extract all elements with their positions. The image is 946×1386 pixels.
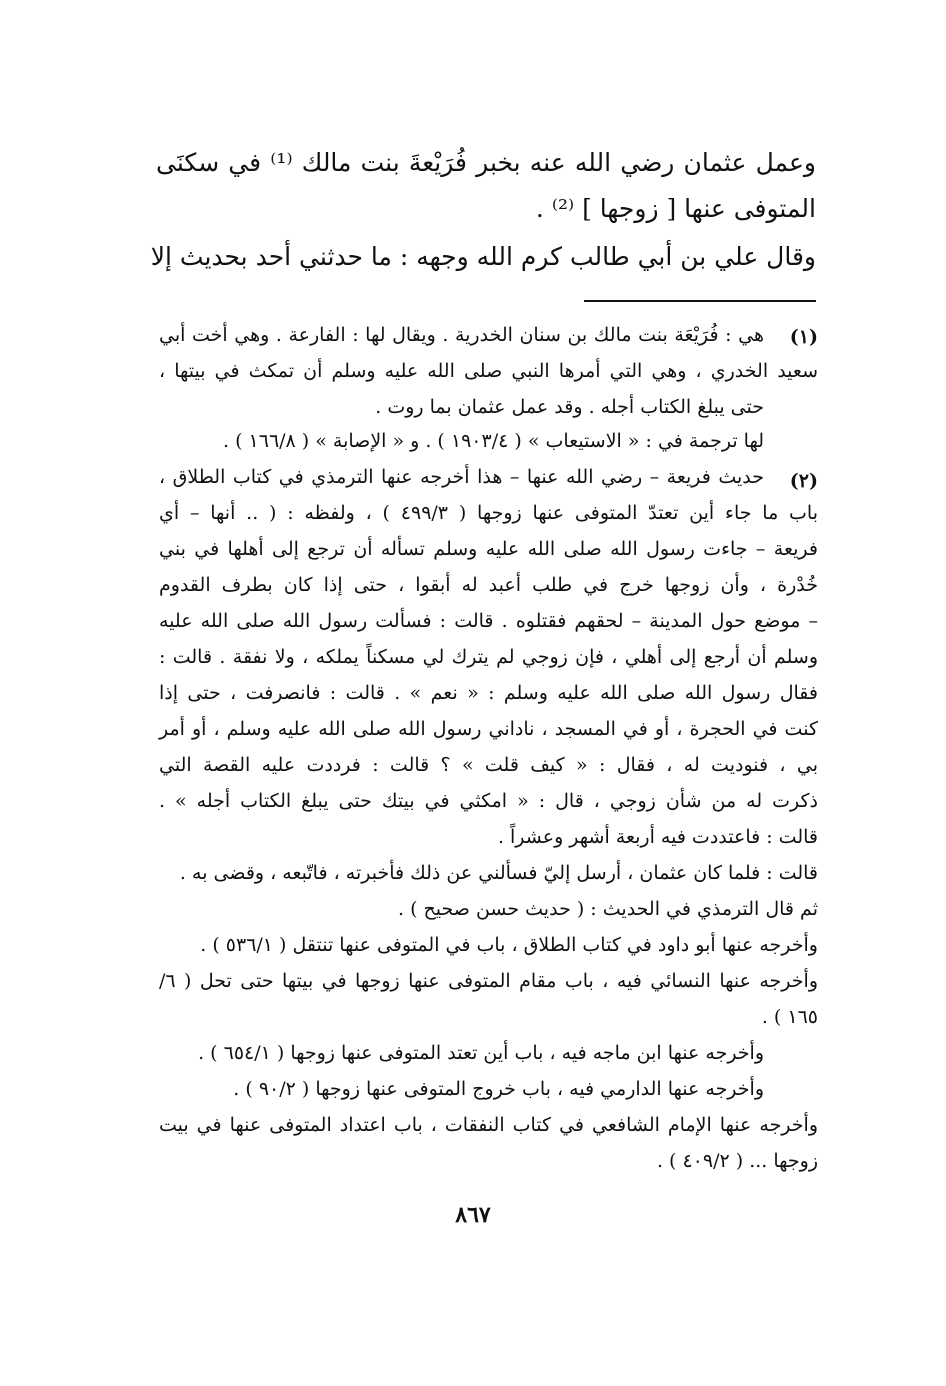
- footnote-line: ثم قال الترمذي في الحديث : ( حديث حسن صحيح ) .: [397, 898, 818, 920]
- main-text-line: وعمل عثمان رضي الله عنه بخبر فُرَيْعةَ بنت مالك ⁽¹⁾ في سكنَى: [156, 148, 816, 177]
- footnote-line: سعيد الخدري ، وهي التي أمرها النبي صلى الله عليه وسلم أن تمكث في بيتها ،: [159, 360, 818, 382]
- footnote-line: قالت : فلما كان عثمان ، أرسل إليّ فسألني عن ذلك فأخبرته ، فاتّبعه ، وقضى به .: [179, 862, 818, 884]
- footnote-line: وأخرجه عنها أبو داود في كتاب الطلاق ، باب في المتوفى عنها تنتقل ( ٥٣٦/١ ) .: [200, 934, 818, 956]
- footnote-line: وأخرجه عنها الدارمي فيه ، باب خروج المتوفى عنها زوجها ( ٩٠/٢ ) .: [233, 1078, 764, 1100]
- footnote-line: وأخرجه عنها الإمام الشافعي في كتاب النفقات ، باب اعتداد المتوفى عنها في بيت: [159, 1114, 818, 1136]
- footnote-line: حتى يبلغ الكتاب أجله . وقد عمل عثمان بما روت .: [375, 396, 764, 418]
- footnote-separator: [584, 300, 816, 302]
- footnote-line: هي : فُرَيْعَة بنت مالك بن سنان الخدرية . ويقال لها : الفارعة . وهي أخت أبي: [159, 324, 764, 346]
- footnote-line: لها ترجمة في : « الاستيعاب » ( ١٩٠٣/٤ ) . و « الإصابة » ( ١٦٦/٨ ) .: [223, 430, 764, 452]
- footnote-line: خُدْرة ، وأن زوجها خرج في طلب أعبد له أبقوا ، حتى إذا كان بطرف القدوم: [159, 574, 818, 596]
- footnote-line: زوجها ... ( ٤٠٩/٢ ) .: [656, 1150, 818, 1172]
- footnote-line: وأخرجه عنها ابن ماجه فيه ، باب أين تعتد المتوفى عنها زوجها ( ٦٥٤/١ ) .: [198, 1042, 764, 1064]
- main-text-line: المتوفى عنها [ زوجها ] ⁽²⁾ .: [535, 194, 816, 223]
- footnote-line: حديث فريعة – رضي الله عنها – هذا أخرجه عنها الترمذي في كتاب الطلاق ،: [159, 466, 764, 488]
- footnote-line: بي ، فنوديت له ، فقال : « كيف قلت » ؟ قالت : فرددت عليه القصة التي: [159, 754, 818, 776]
- main-text-line: وقال علي بن أبي طالب كرم الله وجهه : ما حدثني أحد بحديث إلا: [150, 242, 816, 271]
- page-number: ٨٦٧: [455, 1202, 491, 1228]
- footnote-line: فقال رسول الله صلى الله عليه وسلم : « نعم » . قالت : فانصرفت ، حتى إذا: [159, 682, 818, 704]
- footnote-line: فريعة – جاءت رسول الله صلى الله عليه وسلم تسأله أن ترجع إلى أهلها في بني: [159, 538, 818, 560]
- footnote-line: ذكرت له من شأن زوجي ، قال : « امكثي في بيتك حتى يبلغ الكتاب أجله » .: [159, 790, 818, 812]
- footnote-line: قالت : فاعتددت فيه أربعة أشهر وعشراً .: [497, 826, 818, 848]
- footnote-line: وأخرجه عنها النسائي فيه ، باب مقام المتوفى عنها زوجها في بيتها حتى تحل ( ٦/: [159, 970, 818, 992]
- footnote-line: وسلم أن أرجع إلى أهلي ، فإن زوجي لم يترك لي مسكناً يملكه ، ولا نفقة . قالت :: [159, 646, 818, 668]
- footnote-number: (٢): [789, 470, 818, 492]
- footnote-line: ١٦٥ ) .: [761, 1006, 818, 1028]
- footnote-line: باب ما جاء أين تعتدّ المتوفى عنها زوجها ( ٤٩٩/٣ ) ، ولفظه : ( .. أنها – أي: [159, 502, 819, 524]
- footnote-number: (١): [789, 326, 818, 348]
- footnote-line: – موضع حول المدينة – لحقهم فقتلوه . قالت : فسألت رسول الله صلى الله عليه: [159, 610, 818, 632]
- footnote-line: كنت في الحجرة ، أو في المسجد ، ناداني رسول الله صلى الله عليه وسلم ، أو أمر: [159, 718, 818, 740]
